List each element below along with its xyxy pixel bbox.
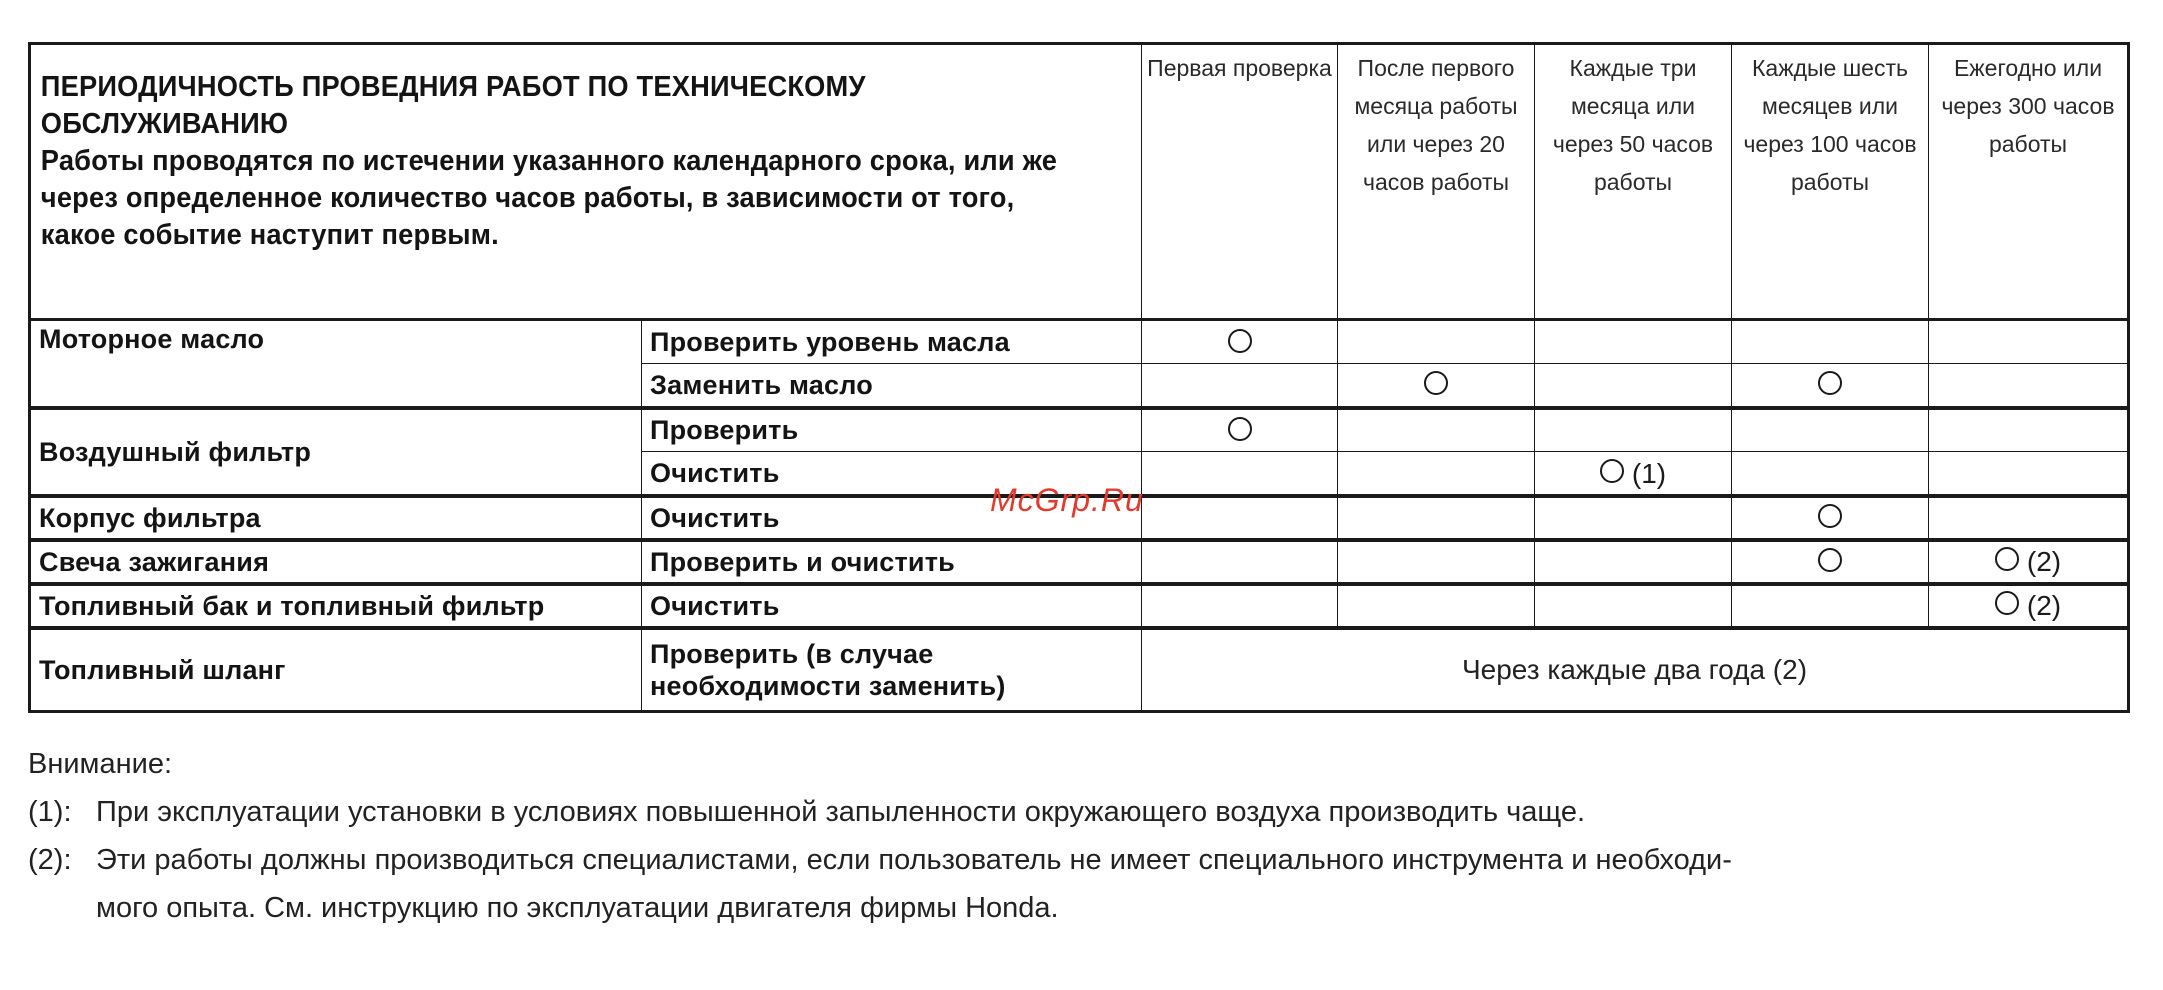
mark-cell bbox=[1338, 496, 1535, 540]
table-title-cell bbox=[30, 44, 1075, 320]
table-row bbox=[30, 584, 2129, 628]
mark-cell bbox=[1732, 584, 1929, 628]
column-header-yearly: Ежегодно или через 300 часов работы bbox=[1929, 44, 2129, 320]
footnote-ref-2: (2) bbox=[2026, 590, 2062, 622]
column-header-first-month: После первого месяца работы или через 20 часов работы bbox=[1338, 44, 1535, 320]
note-2 bbox=[28, 836, 2128, 884]
circle-mark-icon bbox=[1995, 591, 2019, 615]
action-check-replace: Проверить (в случае необходимости заменить) bbox=[642, 628, 1142, 712]
action-check-oil-level: Проверить уровень масла bbox=[642, 320, 1142, 364]
mark-cell bbox=[1142, 320, 1338, 364]
item-filter-housing: Корпус фильтра bbox=[30, 496, 642, 540]
mark-cell bbox=[1338, 364, 1535, 408]
table-row bbox=[30, 540, 2129, 584]
circle-mark-icon bbox=[1818, 548, 1842, 572]
every-two-years-cell: Через каждые два года (2) bbox=[1142, 628, 2129, 712]
circle-mark-icon bbox=[1995, 547, 2019, 571]
header-row bbox=[30, 44, 2129, 320]
mark-cell bbox=[1929, 540, 2129, 584]
table-subtitle: Работы проводятся по истечении указанного календарного срока, или же через определенное количество часов работы, в зависимости от того, какое событие наступит первым. bbox=[40, 145, 1057, 251]
circle-mark-icon bbox=[1228, 329, 1252, 353]
note-2-label: (2): bbox=[28, 844, 72, 876]
action-clean: Очистить bbox=[642, 452, 1142, 496]
item-fuel-hose: Топливный шланг bbox=[30, 628, 642, 712]
mark-cell bbox=[1142, 496, 1338, 540]
mark-cell bbox=[1929, 584, 2129, 628]
item-fuel-tank-and-filter: Топливный бак и топливный фильтр bbox=[30, 584, 642, 628]
note-2-text-line1: Эти работы должны производиться специалистами, если пользователь не имеет специального инструмента и необходи- bbox=[96, 844, 1732, 876]
mark-cell bbox=[1732, 452, 1929, 496]
mark-cell bbox=[1535, 452, 1732, 496]
mark-cell bbox=[1929, 364, 2129, 408]
table-row bbox=[30, 320, 2129, 364]
mark-cell bbox=[1338, 540, 1535, 584]
mark-cell bbox=[1732, 496, 1929, 540]
mark-cell bbox=[1338, 584, 1535, 628]
mark-cell bbox=[1535, 584, 1732, 628]
action-clean: Очистить bbox=[642, 584, 1142, 628]
circle-mark-icon bbox=[1600, 459, 1624, 483]
maintenance-schedule-table bbox=[28, 42, 2130, 713]
note-1-text: При эксплуатации установки в условиях повышенной запыленности окружающего воздуха производить чаще. bbox=[96, 796, 1586, 828]
footnote-ref-2: (2) bbox=[2026, 546, 2062, 578]
column-header-six-months: Каждые шесть месяцев или через 100 часов работы bbox=[1732, 44, 1929, 320]
mark-cell bbox=[1732, 364, 1929, 408]
mark-cell bbox=[1929, 496, 2129, 540]
action-check-and-clean: Проверить и очистить bbox=[642, 540, 1142, 584]
note-1-label: (1): bbox=[28, 796, 72, 828]
mark-cell bbox=[1338, 320, 1535, 364]
watermark: McGrp.Ru bbox=[990, 482, 1144, 518]
circle-mark-icon bbox=[1228, 417, 1252, 441]
notes-section bbox=[28, 740, 2128, 932]
mark-cell bbox=[1535, 364, 1732, 408]
mark-cell bbox=[1732, 320, 1929, 364]
mark-cell bbox=[1142, 452, 1338, 496]
mark-cell bbox=[1535, 496, 1732, 540]
action-clean: Очистить bbox=[642, 496, 1142, 540]
mark-cell bbox=[1929, 452, 2129, 496]
footnote-ref-1: (1) bbox=[1631, 457, 1667, 489]
mark-cell bbox=[1535, 320, 1732, 364]
column-header-three-months: Каждые три месяца или через 50 часов работы bbox=[1535, 44, 1732, 320]
circle-mark-icon bbox=[1424, 371, 1448, 395]
mark-cell bbox=[1732, 540, 1929, 584]
item-spark-plug: Свеча зажигания bbox=[30, 540, 642, 584]
column-header-first-check: Первая проверка bbox=[1142, 44, 1338, 320]
table-title: ПЕРИОДИЧНОСТЬ ПРОВЕДНИЯ РАБОТ ПО ТЕХНИЧЕСКОМУ ОБСЛУЖИВАНИЮ bbox=[40, 71, 866, 140]
mark-cell bbox=[1929, 320, 2129, 364]
item-engine-oil: Моторное масло bbox=[30, 320, 642, 408]
mark-cell bbox=[1338, 408, 1535, 452]
circle-mark-icon bbox=[1818, 371, 1842, 395]
action-change-oil: Заменить масло bbox=[642, 364, 1142, 408]
table-row bbox=[30, 628, 2129, 712]
mark-cell bbox=[1142, 364, 1338, 408]
mark-cell bbox=[1535, 540, 1732, 584]
circle-mark-icon bbox=[1818, 504, 1842, 528]
item-air-filter: Воздушный фильтр bbox=[30, 408, 642, 496]
action-check: Проверить bbox=[642, 408, 1142, 452]
mark-cell bbox=[1142, 540, 1338, 584]
mark-cell bbox=[1535, 408, 1732, 452]
note-1 bbox=[28, 788, 2128, 836]
mark-cell bbox=[1732, 408, 1929, 452]
mark-cell bbox=[1142, 584, 1338, 628]
mark-cell bbox=[1142, 408, 1338, 452]
table-row bbox=[30, 408, 2129, 452]
notes-heading: Внимание: bbox=[28, 748, 173, 780]
mark-cell bbox=[1929, 408, 2129, 452]
mark-cell bbox=[1338, 452, 1535, 496]
note-2-continuation: мого опыта. См. инструкцию по эксплуатации двигателя фирмы Honda. bbox=[96, 892, 1059, 924]
